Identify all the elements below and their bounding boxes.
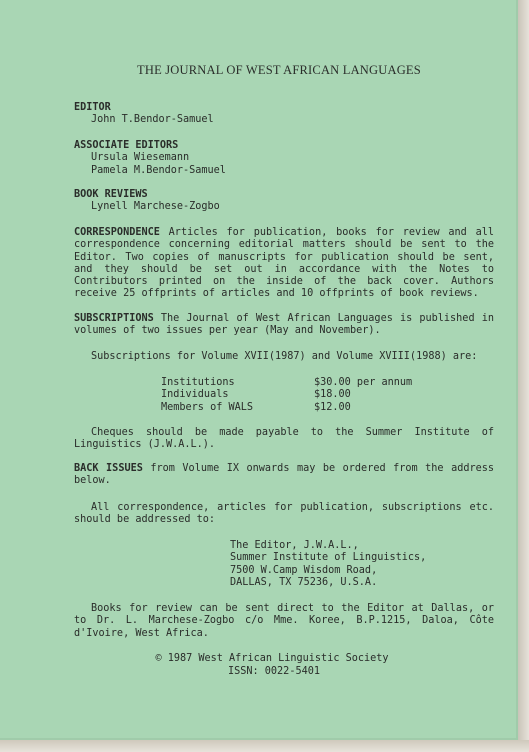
associate-editors-heading: ASSOCIATE EDITORS: [74, 140, 179, 151]
rate-category: Institutions: [161, 377, 235, 388]
subscriptions-text: The Journal of West African Languages is published in volumes of two issues per year (May and November).: [74, 313, 494, 337]
book-reviews-section: [74, 189, 494, 214]
books-for-review-paragraph: Books for review can be sent direct to the Editor at Dallas, or to Dr. L. Marchese-Zogbo c/o Mme. Koree, B.P.1215, Daloa, Côte d'Ivoire, West Africa.: [74, 603, 494, 639]
rate-row: [161, 402, 412, 414]
correspondence-heading: CORRESPONDENCE: [74, 227, 160, 238]
associate-editor-name: Pamela M.Bendor-Samuel: [91, 164, 226, 176]
copyright-text: © 1987 West African Linguistic Society: [155, 653, 389, 664]
back-issues-paragraph: [74, 463, 494, 488]
cheques-paragraph: Cheques should be made payable to the Summer Institute of Linguistics (J.W.A.L.).: [74, 427, 494, 451]
journal-title: THE JOURNAL OF WEST AFRICAN LANGUAGES: [137, 63, 421, 77]
book-reviews-heading: BOOK REVIEWS: [74, 189, 148, 200]
rate-price: $30.00 per annum: [314, 377, 413, 388]
editor-heading: EDITOR: [74, 102, 111, 113]
all-correspondence-paragraph: All correspondence, articles for publication, subscriptions etc. should be addressed to:: [74, 502, 494, 526]
subscriptions-volume-note: [74, 351, 494, 363]
address-line: The Editor, J.W.A.L.,: [230, 540, 359, 551]
rate-category: Individuals: [161, 389, 229, 401]
issn-text: ISSN: 0022-5401: [227, 666, 320, 677]
copyright-line: [0, 653, 518, 666]
associate-editors-section: [74, 140, 494, 177]
editor-name: John T.Bendor-Samuel: [91, 114, 214, 126]
associate-editor-name: Ursula Wiesemann: [91, 152, 190, 164]
correspondence-paragraph: [74, 227, 494, 301]
rate-row: [161, 377, 412, 389]
correspondence-text: Articles for publication, books for review and all correspondence concerning editorial matters should be sent to the Editor. Two copies of manuscripts for publication should be sent, and they should be set out in accordance with the Notes to Contributors printed on the inside of the back cover. Authors receive 25 offprints of articles and 10 offprints of book reviews.: [74, 227, 494, 300]
rate-category: Members of WALS: [161, 401, 254, 413]
subscriptions-paragraph: [74, 313, 494, 338]
address-line: DALLAS, TX 75236, U.S.A.: [230, 576, 378, 588]
rate-price: $12.00: [314, 401, 351, 413]
subscriptions-heading: SUBSCRIPTIONS: [74, 313, 154, 324]
rate-price: $18.00: [314, 389, 351, 401]
editor-address: [230, 540, 426, 589]
address-line: Summer Institute of Linguistics,: [230, 552, 427, 564]
subscription-rates-table: [161, 377, 412, 414]
editor-section: [74, 102, 494, 127]
book-reviews-editor-name: Lynell Marchese-Zogbo: [91, 201, 220, 213]
address-line: 7500 W.Camp Wisdom Road,: [230, 564, 378, 576]
volume-note-text: Subscriptions for Volume XVII(1987) and Volume XVIII(1988) are:: [91, 351, 478, 362]
back-issues-heading: BACK ISSUES: [74, 463, 143, 474]
page-edge-bottom: [0, 740, 529, 752]
page-edge-right: [518, 0, 529, 752]
issn-line: [0, 666, 518, 679]
rate-row: [161, 389, 412, 401]
back-issues-text: from Volume IX onwards may be ordered from the address below.: [74, 463, 495, 487]
